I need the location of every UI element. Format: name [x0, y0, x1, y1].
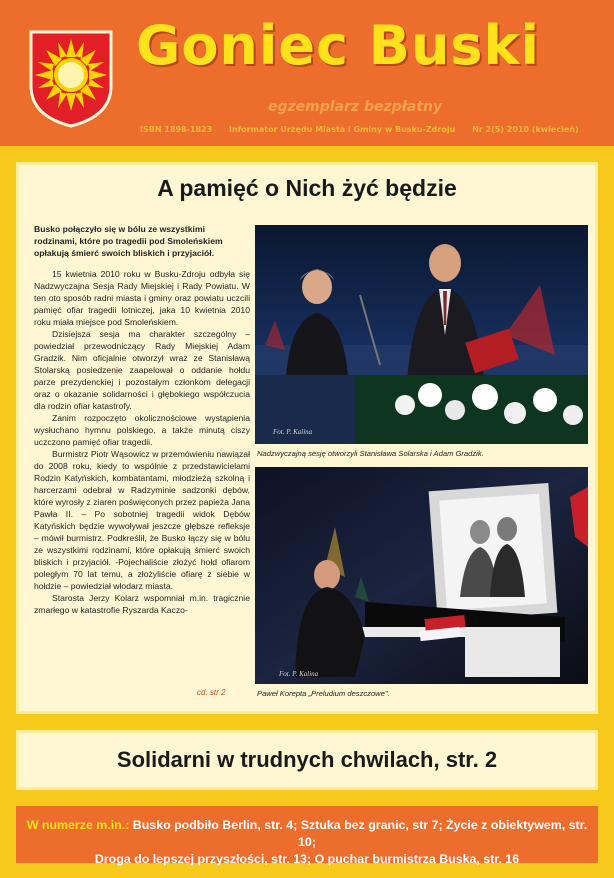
photo2-caption: Paweł Korepta „Preludium deszczowe". — [257, 689, 390, 698]
contents-line1: Busko podbiło Berlin, str. 4; Sztuka bez granic, str 7; Życie z obiektywem, str. 10; — [132, 818, 588, 849]
article-paragraph: Burmistrz Piotr Wąsowicz w przemówieniu nawiązał do 2008 roku, kiedy to wspólnie z przedstawicielami Rodzin Katyńskich, kombatantami, młodzieżą szkolną i harcerzami odebrał w Radzyminie sadzonki dębów, które wyrosły z ziaren poświęconych przez papieża Jana Pawła II. – Po sobotniej tragedii widok Dębów Katyńskich będzie wywoływał jeszcze głębsze refleksje – mówił burmistrz. Podkreślił, że Busko łączy się w bólu ze wszystkimi rodzinami, które opłakują śmierć swoich bliskich i przyjaciół. -Pojechaliście złożyć hołd ofiarom poległym 70 lat temu, a złożyliście ofiarę z siebie w hołdzie – powiedział włodarz miasta. — [34, 449, 250, 591]
photo1-caption: Nadzwyczajną sesję otworzyli Stanisława Solarska i Adam Gradzik. — [257, 449, 484, 458]
pianist-photo-image — [255, 467, 588, 684]
article-lead: Busko połączyło się w bólu ze wszystkimi rodzinami, które po tragedii pod Smoleńskiem opłakują śmierć swoich bliskich i przyjaciół. — [34, 224, 223, 258]
continued-note: cd. str 2 — [197, 688, 226, 697]
article-paragraph: Dzisiejsza sesja ma charakter szczególny – powiedział przewodniczący Rady Miejskiej Adam Gradzik. Nim oficjalnie otworzył wraz ze Stanisławą Stolarską posiedzenie zaapelował o oddanie hołdu parze prezydenckiej i pozostałym członkom delegacji oraz o okazanie solidarności i głębokiego współczucia dla rodzin ofiar katastrofy. — [34, 329, 250, 411]
session-photo — [255, 225, 588, 444]
session-photo-image — [255, 225, 588, 444]
photo2-credit: Fot. P. Kalina — [279, 670, 319, 678]
article-headline: A pamięć o Nich żyć będzie — [157, 175, 457, 201]
masthead-subtitle: egzemplarz bezpłatny — [268, 99, 443, 115]
issue-number: Nr 2(5) 2010 (kwiecień) — [472, 125, 579, 134]
contents-label: W numerze m.in.: — [26, 818, 130, 832]
isbn: ISBN 1898-1823 — [140, 125, 213, 134]
publisher: Informator Urzędu Miasta i Gminy w Busku-Zdroju — [228, 125, 456, 134]
contents-list — [24, 817, 590, 868]
article-body — [34, 268, 250, 616]
solidarity-banner — [16, 730, 598, 790]
masthead-title: Goniec Buski — [136, 14, 540, 77]
sun-crest-icon — [27, 28, 115, 128]
photo1-credit: Fot. P. Kalina — [273, 428, 313, 436]
contents-footer — [16, 806, 598, 866]
masthead — [0, 0, 614, 146]
pianist-photo — [255, 467, 588, 684]
article-panel — [16, 162, 598, 714]
masthead-info — [140, 125, 593, 134]
banner-text: Solidarni w trudnych chwilach, str. 2 — [116, 747, 498, 772]
contents-line2: Droga do lepszej przyszłości, str. 13; O puchar burmistrza Buska, str. 16 — [94, 852, 520, 866]
article-paragraph: Zanim rozpoczęto okolicznościowe wystąpienia wysłuchano hymnu polskiego, a także minutą ciszy uczczono pamięć ofiar tragedii. — [34, 413, 250, 447]
article-paragraph: 15 kwietnia 2010 roku w Busku-Zdroju odbyła się Nadzwyczajna Sesja Rady Miejskiej i Rady Powiatu. W ten oto sposób radni miasta i gminy oraz powiatu uczcili pamięć ofiar tragedii lotniczej, jaka 10 kwietnia 2010 roku miała miejsce pod Smoleńskiem. — [34, 269, 250, 327]
article-paragraph: Starosta Jerzy Kolarz wspomniał m.in. tragicznie zmarłego w katastrofie Ryszarda Kaczo- — [34, 593, 250, 615]
